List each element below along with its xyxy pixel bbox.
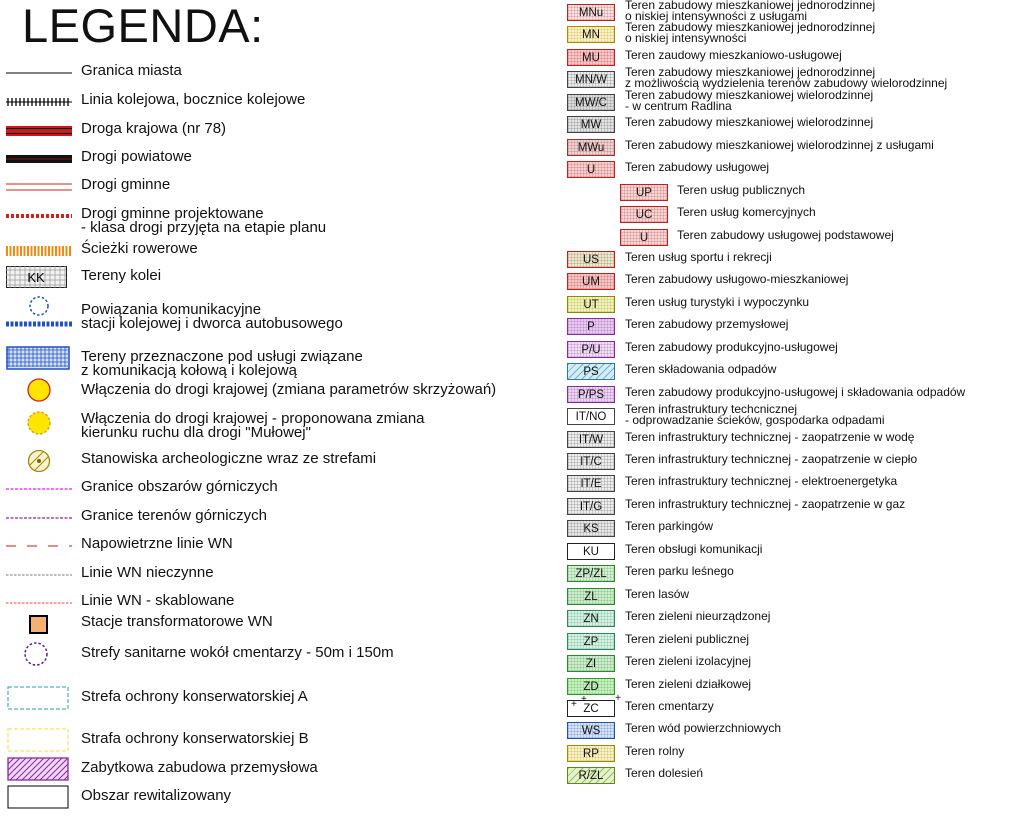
zone-symbol-icon [567,767,615,784]
zone-item-mw-c [566,88,1016,114]
road-planned-icon [6,206,72,236]
zone-item-zp-zl [566,563,1016,585]
legend-label: Strefa ochrony konserwatorskiej A [81,688,308,705]
zone-code: IT/C [580,456,602,468]
zone-item-it-no [566,402,1016,428]
zone-label: Teren zieleni działkowej [625,677,752,691]
zone-item-it-e [566,473,1016,495]
zone-symbol-icon [567,341,615,358]
zone-item-us [566,249,1016,271]
zone-symbol-icon [567,610,615,627]
zone-symbol-icon [567,386,615,403]
zone-item-zl [566,586,1016,608]
zone-symbol-icon [620,229,668,246]
zone-label: Teren usług komercyjnych [677,205,816,219]
zone-label: Teren rolny [625,744,685,758]
zone-label: Teren infrastruktury technicznej - zaopatrzenie w wodę [625,430,915,444]
legend-label: Napowietrzne linie WN [81,535,233,552]
junction-proposed-icon [6,407,72,437]
zone-label: Teren zabudowy mieszkaniowej jednorodzinnej o niskiej intensywności [625,20,876,45]
zone-code: U [639,232,649,244]
zone-item-zn [566,608,1016,630]
legend-item-railway [0,92,560,112]
zone-symbol-icon [567,520,615,537]
zone-symbol-icon [567,475,615,492]
road-municipal-icon [6,177,72,207]
zone-item-p [566,316,1016,338]
legend-item-archaeology [0,451,560,477]
zone-code: U [586,164,596,176]
zone-label: Teren zabudowy mieszkaniowej wielorodzinnej z usługami [625,138,934,152]
legend-label: Włączenia do drogi krajowej (zmiana parametrów skrzyżowań) [81,381,497,398]
zone-symbol-icon [567,273,615,290]
zone-code: R/ZL [578,770,604,782]
zone-label: Teren lasów [625,587,690,601]
zone-item-it-w [566,429,1016,451]
zone-label: Teren infrastruktury techcnicznej - odprowadzanie ścieków, gospodarka odpadami [625,402,885,427]
zone-symbol-icon [567,453,615,470]
legend-label: Zabytkowa zabudowa przemysłowa [81,759,318,776]
zone-item-um [566,271,1016,293]
zone-label: Teren obsługi komunikacji [625,542,763,556]
zone-code: ZL [584,591,598,603]
zone-item-zc [566,693,1016,720]
zone-label: Teren zieleni publicznej [625,632,750,646]
zone-item-u [566,159,1016,181]
zone-label: Teren zieleni nieurządzonej [625,609,771,623]
zone-label: Teren składowania odpadów [625,362,777,376]
zone-symbol-icon [567,94,615,111]
legend-item-mining-terrain [0,508,560,528]
legend-label: Linia kolejowa, bocznice kolejowe [81,91,306,108]
zone-symbol-icon [567,251,615,268]
zone-label: Teren infrastruktury technicznej - zaopatrzenie w gaz [625,497,906,511]
zone-code: MWu [577,142,605,154]
zone-symbol-icon [567,431,615,448]
legend-title: LEGENDA: [22,0,264,52]
zone-code: UP [636,187,652,199]
zone-item-rp [566,743,1016,765]
legend-item-revitalized [0,788,560,814]
zone-label: Teren cmentarzy [625,699,714,713]
zone-item-ws [566,720,1016,742]
mining-terrain-icon [6,508,72,538]
legend-label: Droga krajowa (nr 78) [81,120,227,137]
legend-item-line-thin-black [0,63,560,83]
svg-text:KK: KK [27,270,45,285]
archaeology-icon [6,449,72,479]
legend-item-zone-b [0,731,560,757]
zone-item-zi [566,653,1016,675]
rail-area-icon [6,266,72,296]
legend-item-road-planned [0,206,560,242]
zone-symbol-icon [567,693,621,717]
zone-symbol-icon [620,184,668,201]
zone-label: Teren zabudowy usługowo-mieszkaniowej [625,272,849,286]
zone-code: MU [582,52,600,64]
zone-label: Teren zabudowy mieszkaniowej jednorodzinnej z możliwością wydzielenia terenów zabudowy wielorodzinnej [625,65,948,90]
revitalized-icon [6,784,72,814]
road-national-icon [6,121,72,151]
zone-label: Teren usług turystyki i wypoczynku [625,295,810,309]
cross-icon: + [571,699,577,710]
zone-label: Teren zabudowy produkcyjno-usługowej i składowania odpadów [625,385,966,399]
legend-label: Strefy sanitarne wokół cmentarzy - 50m i 150m [81,644,394,661]
zone-symbol-icon [567,318,615,335]
zone-code: P/PS [577,389,605,401]
legend-item-hv-inactive [0,565,560,585]
zone-code: P [587,321,595,333]
zone-label: Teren zabudowy mieszkaniowej jednorodzinnej o niskiej intensywności z usługami [625,0,876,23]
legend-item-industrial-heritage [0,760,560,786]
railway-icon [6,92,72,122]
legend-label: Strafa ochrony konserwatorskiej B [81,730,309,747]
legend-item-road-national [0,121,560,141]
hv-inactive-icon [6,565,72,595]
zone-code: MN/W [575,74,607,86]
legend-item-cemetery-zone [0,645,560,671]
zone-code: UM [582,276,600,288]
zone-label: Teren infrastruktury technicznej - zaopatrzenie w ciepło [625,452,918,466]
legend-label: Tereny kolei [81,267,162,284]
zone-symbol-icon [567,49,615,66]
zone-label: Teren zaudowy mieszkaniowo-usługowej [625,48,842,62]
zone-code: ZD [583,681,599,693]
zone-label: Teren infrastruktury technicznej - elektroenergetyka [625,474,898,488]
zone-symbol-icon [567,408,615,425]
legend-label: Linie WN nieczynne [81,564,214,581]
legend-item-hv-cabled [0,593,560,613]
zone-item-ut [566,294,1016,316]
zone-item-mwu [566,137,1016,159]
zone-item-ku [566,541,1016,563]
legend-label: Powiązania komunikacyjne stacji kolejowej i dworca autobusowego [81,301,343,332]
zone-symbol-icon [567,139,615,156]
zone-item-mw [566,114,1016,136]
transport-link-icon [6,298,72,328]
legend-label: Stacje transformatorowe WN [81,613,273,630]
road-county-icon [6,149,72,179]
zone-label: Teren zabudowy przemysłowej [625,317,789,331]
zone-code: IT/W [578,434,604,446]
zone-item-r-zl [566,765,1016,787]
legend-label: Drogi gminne projektowane - klasa drogi przyjęta na etapie planu [81,205,327,236]
zone-label: Teren parku leśnego [625,564,734,578]
transformer-icon [6,614,72,644]
zone-code: KS [583,523,599,535]
zone-symbol-icon [567,678,615,695]
zone-code: MNu [578,7,604,19]
hv-overhead-icon [6,536,72,566]
zone-label: Teren zabudowy produkcyjno-usługowej [625,340,838,354]
zone-label: Teren parkingów [625,519,714,533]
legend-label: Tereny przeznaczone pod usługi związane z komunikacją kołową i kolejową [81,348,363,379]
zone-symbol-icon [567,26,615,43]
legend-label: Granice terenów górniczych [81,507,267,524]
zone-label: Teren zieleni izolacyjnej [625,654,752,668]
zone-code: KU [583,546,599,558]
zone-item-up [566,182,1016,204]
legend-label: Granice obszarów górniczych [81,478,278,495]
zone-b-icon [6,727,72,757]
legend-item-hv-overhead [0,536,560,556]
zone-label: Teren zabudowy usługowej [625,160,770,174]
zone-code: ZP/ZL [575,568,607,580]
industrial-heritage-icon [6,756,72,786]
zone-symbol-icon [567,4,615,21]
legend-item-road-municipal [0,177,560,197]
zone-code: US [583,254,599,266]
zone-code: RP [583,748,599,760]
mining-area-icon [6,479,72,509]
zone-code: MW/C [575,97,607,109]
zone-code: MN [582,29,600,41]
legend-label: Stanowiska archeologiczne wraz ze strefami [81,450,377,467]
zone-label: Teren usług sportu i rekrecji [625,250,772,264]
zone-code: IT/NO [575,411,607,423]
zone-symbol-icon [567,543,615,560]
zone-a-icon [6,685,72,715]
zone-code: ZN [583,613,599,625]
zone-item-u [566,227,1016,249]
legend-item-road-county [0,149,560,169]
zone-item-it-c [566,451,1016,473]
zone-item-zd [566,676,1016,698]
zone-code: MW [580,119,602,131]
zone-symbol-icon [567,745,615,762]
legend-item-transport-link [0,301,560,340]
zone-item-uc [566,204,1016,226]
legend-label: Linie WN - skablowane [81,592,235,609]
legend-item-transformer [0,614,560,640]
zone-symbol-icon [567,296,615,313]
zone-item-mn [566,20,1016,46]
zone-item-ps [566,361,1016,383]
zone-symbol-icon [567,116,615,133]
legend-item-junction [0,382,560,408]
zone-symbol-icon [567,633,615,650]
zone-item-it-g [566,496,1016,518]
legend-item-mining-area [0,479,560,499]
zone-symbol-icon [567,363,615,380]
zone-label: Teren zabudowy mieszkaniowej wielorodzinnej - w centrum Radlina [625,88,874,113]
zone-code: PS [583,366,599,378]
zone-symbol-icon [567,565,615,582]
zone-code: ZI [585,658,597,670]
zone-code: ZP [583,636,599,648]
zone-label: Teren wód powierzchniowych [625,721,782,735]
zone-label: Teren zabudowy usługowej podstawowej [677,228,894,242]
legend-label: Obszar rewitalizowany [81,787,232,804]
zone-symbol-icon [567,588,615,605]
zone-item-ks [566,518,1016,540]
legend-label: Włączenia do drogi krajowej - proponowana zmiana kierunku ruchu dla drogi "Mułowej" [81,410,425,441]
legend-item-junction-proposed [0,411,560,447]
zone-item-p-u [566,339,1016,361]
legend-item-transport-services [0,349,560,385]
legend-item-zone-a [0,689,560,715]
legend-label: Ścieżki rowerowe [81,240,198,257]
legend-label: Drogi powiatowe [81,148,192,165]
zone-symbol-icon [567,722,615,739]
legend-label: Drogi gminne [81,176,171,193]
zone-symbol-icon [567,161,615,178]
legend-label: Granica miasta [81,62,182,79]
zone-symbol-icon [567,655,615,672]
zone-symbol-icon [620,206,668,223]
zone-code: IT/E [580,478,602,490]
zone-symbol-icon [567,498,615,515]
legend-item-bike-path [0,241,560,261]
zone-code: UT [583,299,599,311]
cross-icon: + [581,694,587,705]
transport-services-icon [6,345,72,375]
cross-icon: + [615,693,621,704]
cemetery-zone-icon [6,641,72,671]
line-thin-black-icon [6,63,72,93]
zone-code: WS [581,725,601,737]
zone-code: P/U [581,344,601,356]
zone-label: Teren dolesień [625,766,704,780]
zone-label: Teren usług publicznych [677,183,806,197]
zone-code: IT/G [579,501,603,513]
zone-code: ZC [583,703,599,715]
junction-icon [6,378,72,408]
legend-item-rail-area [0,268,560,294]
zone-item-zp [566,631,1016,653]
zone-symbol-icon [567,71,615,88]
zone-code: UC [635,209,653,221]
zone-label: Teren zabudowy mieszkaniowej wielorodzinnej [625,115,874,129]
